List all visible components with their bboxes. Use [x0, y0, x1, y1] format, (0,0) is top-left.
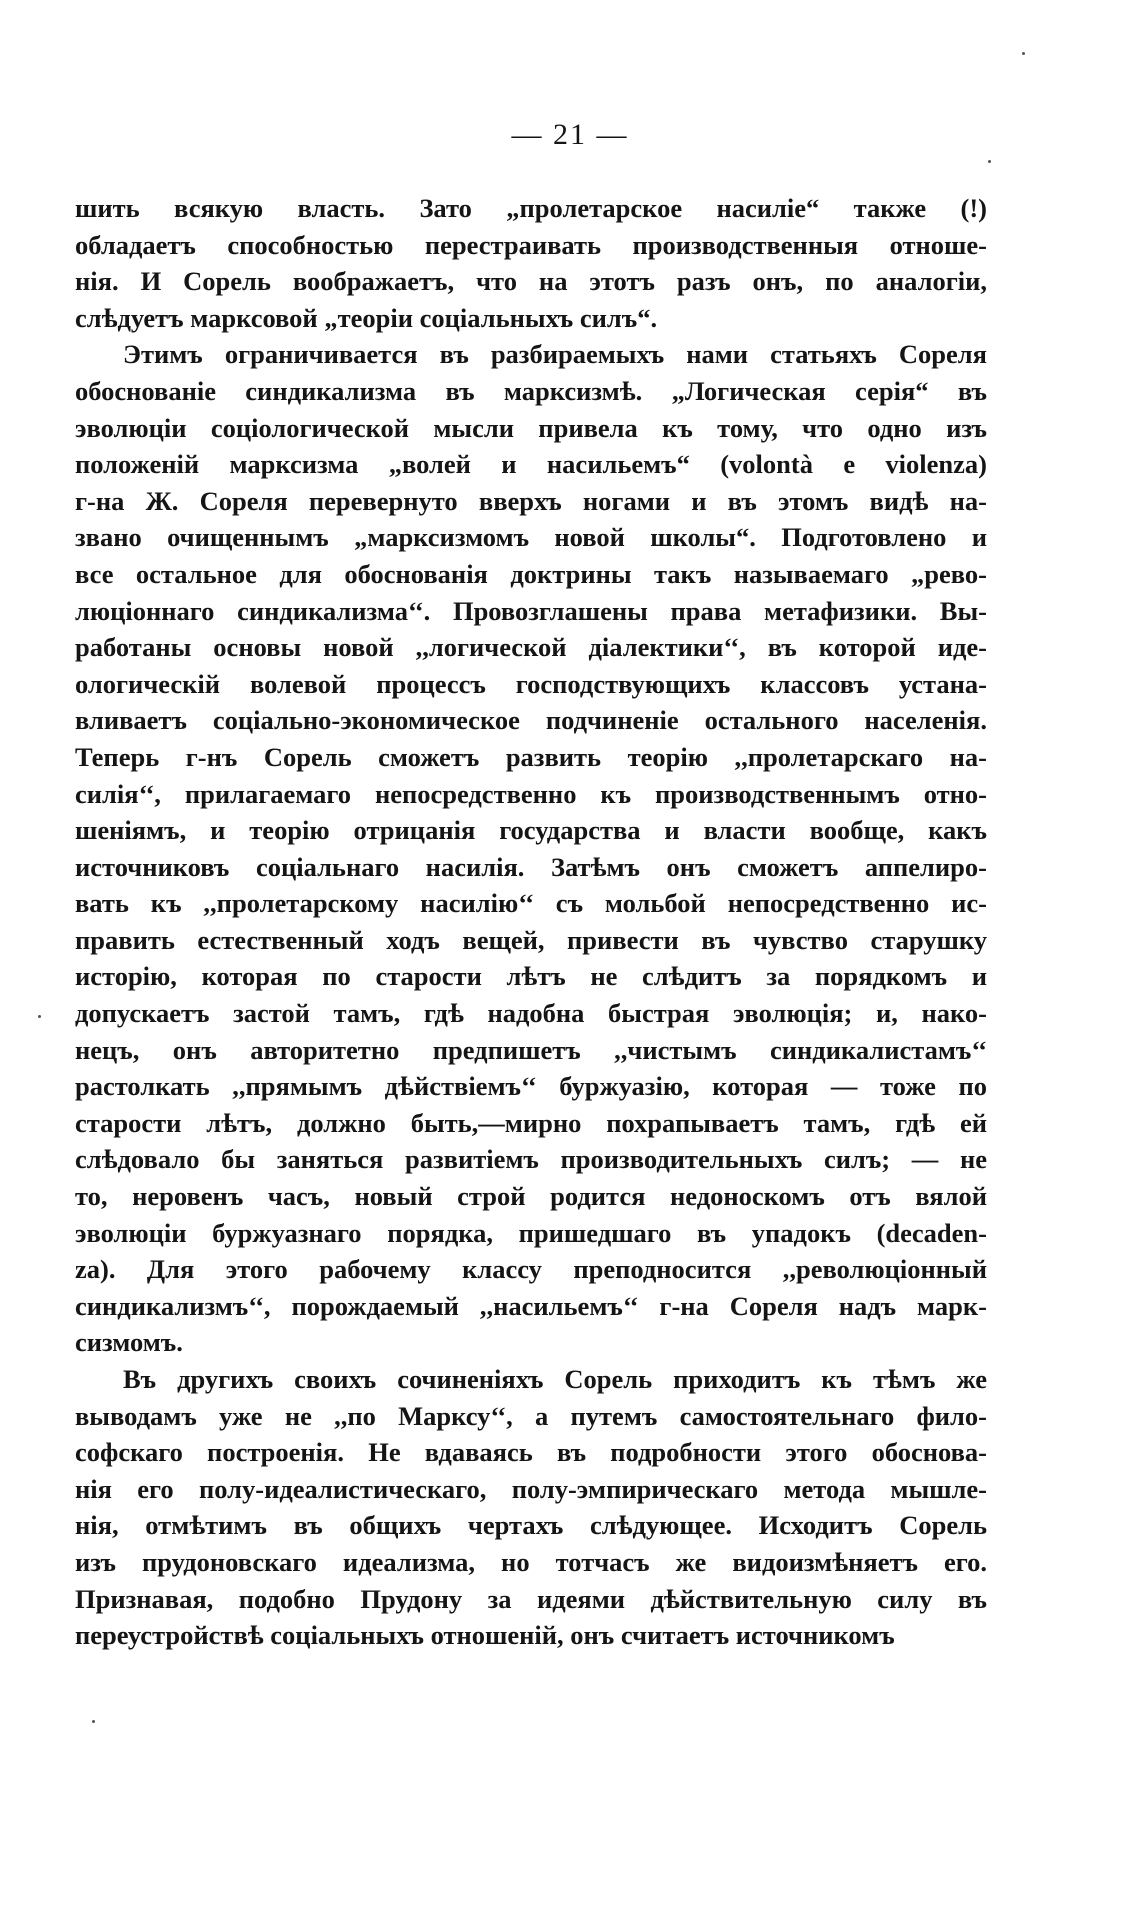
print-speck [38, 1015, 41, 1018]
text-line: софскаго построенія. Не вдаваясь въ подробности этого обоснова- [75, 1437, 987, 1468]
page-number: — 21 — [511, 118, 629, 151]
text-line: работаны основы новой ,,логической діалектики‘‘, въ которой иде- [75, 632, 987, 663]
text-line: Теперь г-нъ Сорель сможетъ развить теорію ,,пролетарскаго на- [75, 741, 987, 772]
text-line: вливаетъ соціально-экономическое подчиненіе остального населенія. [75, 705, 987, 736]
text-line: исторію, которая по старости лѣтъ не слѣдитъ за порядкомъ и [75, 961, 987, 992]
text-line: обладаетъ способностью перестраивать производственныя отноше- [75, 229, 987, 260]
text-line: звано очищеннымъ „марксизмомъ новой школы“. Подготовлено и [75, 522, 987, 553]
text-line: править естественный ходъ вещей, привести въ чувство старушку [75, 924, 987, 955]
paragraph [75, 190, 987, 336]
print-speck [92, 1720, 95, 1723]
text-line: выводамъ уже не ,,по Марксу‘‘, а путемъ самостоятельнаго фило- [75, 1400, 987, 1431]
text-line: эволюціи соціологической мысли привела къ тому, что одно изъ [75, 412, 987, 443]
print-speck [1022, 52, 1025, 55]
text-line: нецъ, онъ авторитетно предпишетъ ,,чистымъ синдикалистамъ‘‘ [75, 1034, 987, 1065]
text-line: сизмомъ. [75, 1327, 183, 1358]
text-line: Признавая, подобно Прудону за идеями дѣйствительную силу въ [75, 1583, 987, 1614]
text-line: старости лѣтъ, должно быть,—мирно похрапываетъ тамъ, гдѣ ей [75, 1107, 987, 1138]
text-line: синдикализмъ‘‘, порождаемый ,,насильемъ‘‘ г-на Сореля надъ марк- [75, 1290, 987, 1321]
text-line: обоснованіе синдикализма въ марксизмѣ. „Логическая серія“ въ [75, 375, 987, 406]
text-line: силія‘‘, прилагаемаго непосредственно къ производственнымъ отно- [75, 778, 987, 809]
text-line: Въ другихъ своихъ сочиненіяхъ Сорель приходитъ къ тѣмъ же [123, 1364, 987, 1394]
text-line: za). Для этого рабочему классу преподносится ,,революціонный [75, 1254, 987, 1285]
print-speck [988, 160, 991, 163]
text-line: нія, отмѣтимъ въ общихъ чертахъ слѣдующее. Исходитъ Сорель [75, 1510, 987, 1541]
text-line: люціоннаго синдикализма‘‘. Провозглашены права метафизики. Вы- [75, 595, 987, 626]
text-line: шеніямъ, и теорію отрицанія государства и власти вообще, какъ [75, 815, 987, 846]
text-line: допускаетъ застой тамъ, гдѣ надобна быстрая эволюція; и, нако- [75, 998, 987, 1029]
text-line: вать къ ,,пролетарскому насилію‘‘ съ мольбой непосредственно ис- [75, 888, 987, 919]
text-line: г-на Ж. Сореля перевернуто вверхъ ногами и въ этомъ видѣ на- [75, 485, 987, 516]
text-line: шить всякую власть. Зато „пролетарское насиліе“ также (!) [75, 193, 987, 223]
text-line: положеній марксизма „волей и насильемъ“ (volontà e violenza) [75, 449, 987, 480]
text-line: растолкать ,,прямымъ дѣйствіемъ‘‘ буржуазію, которая — тоже по [75, 1071, 987, 1102]
text-line: Этимъ ограничивается въ разбираемыхъ нами статьяхъ Сореля [123, 339, 987, 370]
paragraph [75, 336, 987, 1361]
text-line: слѣдовало бы заняться развитіемъ производительныхъ силъ; — не [75, 1144, 987, 1175]
text-line: нія его полу-идеалистическаго, полу-эмпирическаго метода мышле- [75, 1473, 987, 1504]
text-line: ологическій волевой процессъ господствующихъ классовъ устана- [75, 668, 987, 699]
body-text [75, 190, 987, 1654]
text-line: изъ прудоновскаго идеализма, но тотчасъ же видоизмѣняетъ его. [75, 1546, 987, 1577]
text-line: все остальное для обоснованія доктрины такъ называемаго „рево- [75, 558, 987, 589]
text-line: эволюціи буржуазнаго порядка, пришедшаго въ упадокъ (decaden- [75, 1217, 987, 1248]
text-line: то, неровенъ часъ, новый строй родится недоноскомъ отъ вялой [75, 1181, 987, 1212]
text-line: слѣдуетъ марксовой „теоріи соціальныхъ силъ“. [75, 302, 658, 333]
paragraph [75, 1361, 987, 1654]
text-line: переустройствѣ соціальныхъ отношеній, онъ считаетъ источникомъ [75, 1620, 895, 1651]
text-line: источниковъ соціальнаго насилія. Затѣмъ онъ сможетъ аппелиро- [75, 851, 987, 882]
text-line: нія. И Сорель воображаетъ, что на этотъ разъ онъ, по аналогіи, [75, 266, 987, 297]
